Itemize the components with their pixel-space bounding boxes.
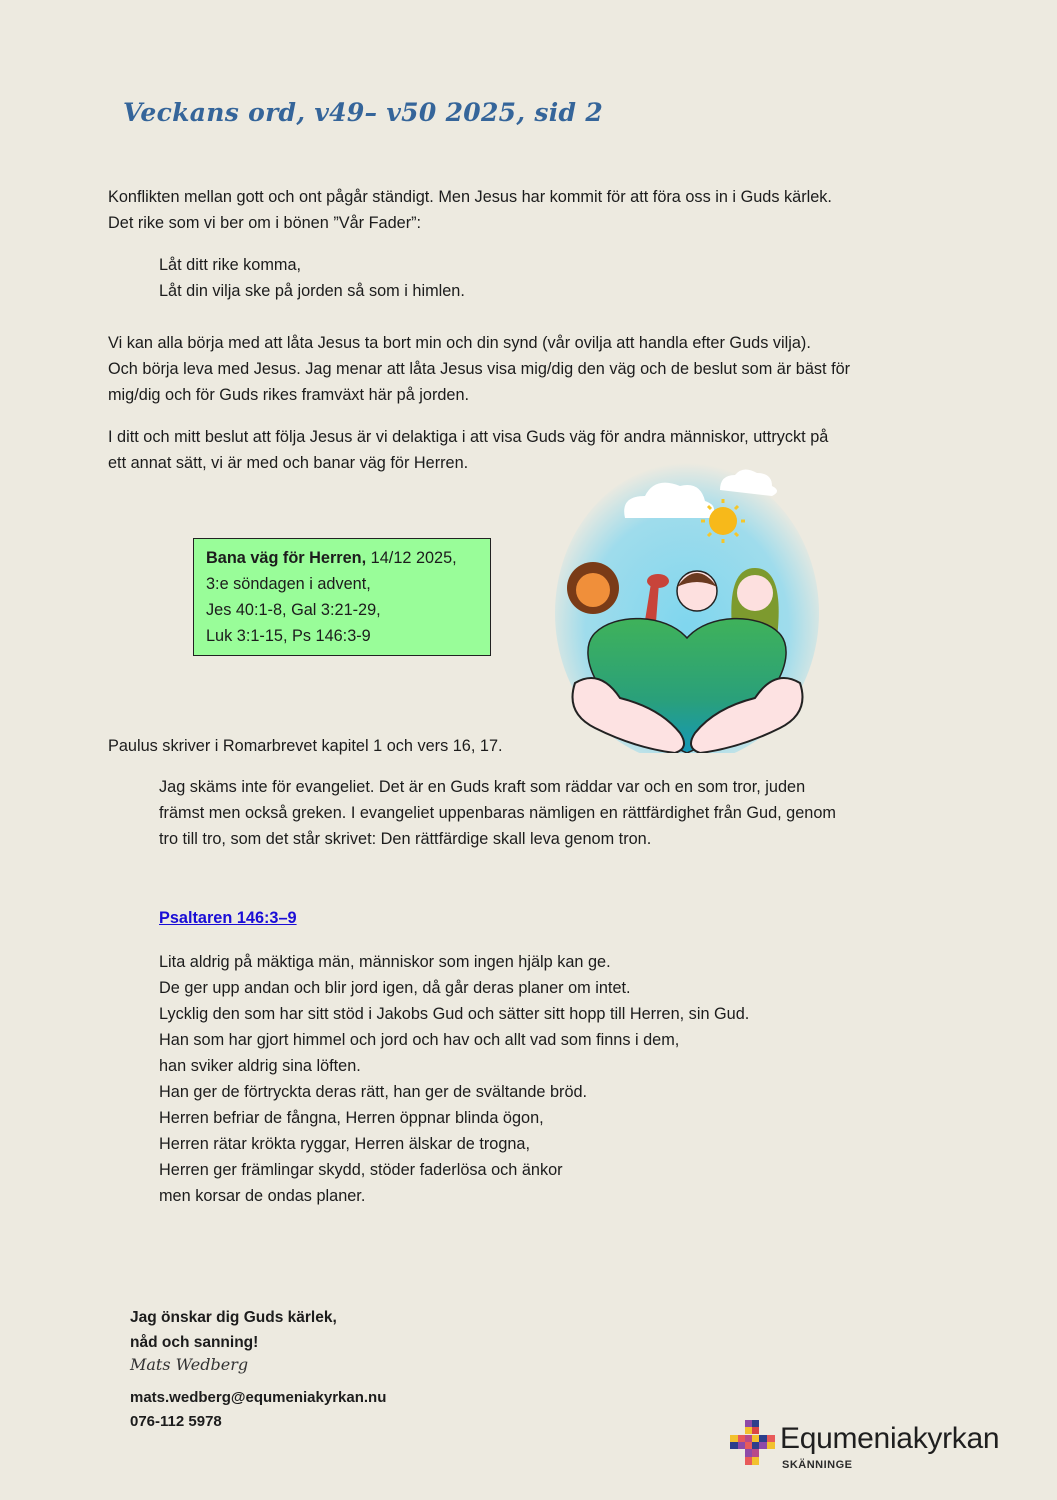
sermon-callout-box [193,538,491,656]
callout-line: Jes 40:1-8, Gal 3:21-29, [206,601,381,619]
text-line: Konflikten mellan gott och ont pågår ständigt. Men Jesus har kommit för att föra oss in i Guds kärlek. [108,188,832,206]
psalm-line: Han ger de förtryckta deras rätt, han ger de svältande bröd. [159,1083,588,1101]
text-line: Låt din vilja ske på jorden så som i himlen. [159,282,465,300]
text-line: ett annat sätt, vi är med och banar väg för Herren. [108,454,469,472]
lion-icon [567,562,619,614]
signoff-greeting [130,1305,337,1355]
psalm-line: De ger upp andan och blir jord igen, då går deras planer om intet. [159,979,631,997]
email-link[interactable]: mats.wedberg@equmeniakyrkan.nu [130,1389,387,1406]
logo-name: Equmeniakyrkan [780,1422,1000,1455]
contact-info [130,1386,386,1434]
phone-number: 076-112 5978 [130,1413,222,1430]
psalm-line: Han som har gjort himmel och jord och hav och allt vad som finns i dem, [159,1031,680,1049]
text-line: tro till tro, som det står skrivet: Den rättfärdige skall leva genom tron. [159,830,652,848]
psalm-line: Lycklig den som har sitt stöd i Jakobs Gud och sätter sitt hopp till Herren, sin Gud. [159,1005,750,1023]
romans-quote [159,774,989,852]
text-line: Jag skäms inte för evangeliet. Det är en Guds kraft som räddar var och en som tror, juden [159,778,806,796]
logo-subtitle: SKÄNNINGE [782,1459,853,1471]
callout-date: 14/12 2025, [366,549,457,567]
psalm-text [159,949,989,1209]
text-line: Jag önskar dig Guds kärlek, [130,1309,337,1326]
text-line: Vi kan alla börja med att låta Jesus ta bort min och din synd (vår ovilja att handla efter Guds vilja). [108,334,811,352]
psalm-line: Herren befriar de fångna, Herren öppnar blinda ögon, [159,1109,544,1127]
text-line: nåd och sanning! [130,1334,259,1351]
callout-line: Luk 3:1-15, Ps 146:3-9 [206,627,371,645]
equmeniakyrkan-logo [730,1420,1030,1475]
text-line: mig/dig och för Guds rikes framväxt här på jorden. [108,386,470,404]
psalm-line: Herren ger främlingar skydd, stöder faderlösa och änkor [159,1161,563,1179]
paragraph-2 [108,330,938,408]
paulus-intro [108,733,938,759]
patchwork-cross-icon [730,1420,775,1465]
psalm-line: Lita aldrig på mäktiga män, människor som ingen hjälp kan ge. [159,953,611,971]
text-line: Och börja leva med Jesus. Jag menar att låta Jesus visa mig/dig den väg och de beslut som är bäst för [108,360,851,378]
intro-paragraph [108,184,938,236]
text-line: främst men också greken. I evangeliet uppenbaras nämligen en rättfärdighet från Gud, genom [159,804,836,822]
page-title: Veckans ord, v49– v50 2025, sid 2 [123,98,604,127]
text-line: I ditt och mitt beslut att följa Jesus är vi delaktiga i att visa Guds väg för andra människor, uttryckt på [108,428,829,446]
callout-heading: Bana väg för Herren, [206,549,367,567]
psalm-line: Herren rätar krökta ryggar, Herren älskar de trogna, [159,1135,531,1153]
psalm-line: men korsar de ondas planer. [159,1187,366,1205]
author-signature: Mats Wedberg [130,1355,249,1374]
prayer-quote [159,252,989,304]
psalm-reference-link[interactable]: Psaltaren 146:3–9 [159,909,297,927]
psalm-line: han sviker aldrig sina löften. [159,1057,361,1075]
callout-line: 3:e söndagen i advent, [206,575,371,593]
boy-icon [677,571,717,611]
text-line: Det rike som vi ber om i bönen ”Vår Fader”: [108,214,422,232]
text-line: Låt ditt rike komma, [159,256,302,274]
text-line: Paulus skriver i Romarbrevet kapitel 1 och vers 16, 17. [108,737,503,755]
hands-holding-earth-illustration [555,463,820,753]
